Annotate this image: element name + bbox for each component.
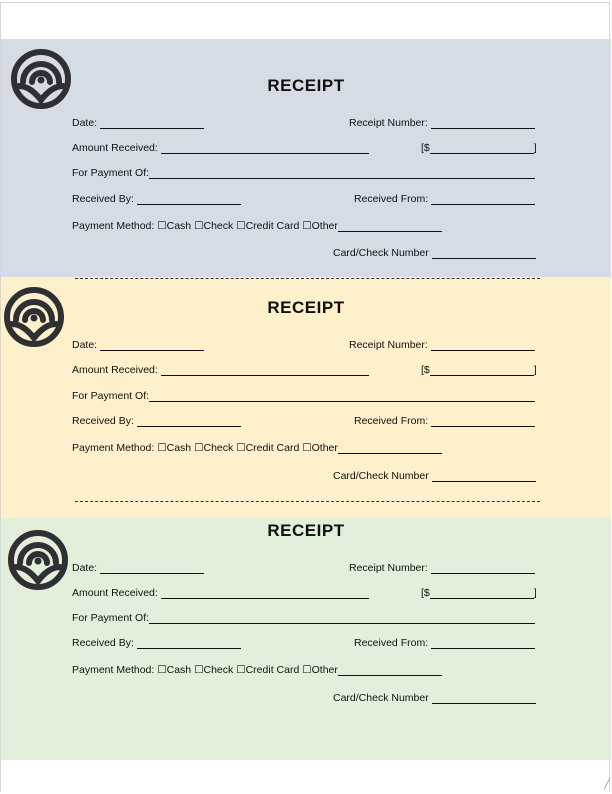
date-line[interactable]	[100, 118, 204, 129]
resize-corner-icon: ╱	[603, 779, 610, 790]
check-checkbox[interactable]: ☐Check	[194, 664, 234, 676]
dollar-suffix: ]	[533, 364, 537, 376]
other-checkbox[interactable]: ☐Other	[302, 220, 338, 232]
receipt-number-field[interactable]	[349, 117, 535, 129]
cash-checkbox[interactable]: ☐Cash	[157, 220, 192, 232]
payment-of-label: For Payment Of:	[72, 167, 150, 179]
cut-line-divider	[75, 501, 540, 502]
received-from-field[interactable]	[354, 637, 535, 649]
dollar-prefix: [$	[421, 364, 430, 376]
payment-method-label: Payment Method:	[72, 220, 155, 232]
date-label: Date:	[72, 562, 98, 574]
payment-of-field[interactable]	[72, 390, 535, 402]
amount-received-line[interactable]	[161, 588, 369, 599]
check-checkbox[interactable]: ☐Check	[194, 442, 234, 454]
card-check-number-line[interactable]	[432, 471, 536, 482]
payment-method-label: Payment Method:	[72, 664, 155, 676]
received-by-field[interactable]	[72, 415, 241, 427]
receipt-number-field[interactable]	[349, 562, 535, 574]
payment-of-field[interactable]	[72, 612, 535, 624]
received-by-label: Received By:	[72, 415, 134, 427]
date-line[interactable]	[100, 563, 204, 574]
receipt-number-line[interactable]	[431, 563, 535, 574]
receipt-number-line[interactable]	[431, 340, 535, 351]
received-by-line[interactable]	[137, 638, 241, 649]
dollar-prefix: [$	[421, 587, 430, 599]
dollar-line[interactable]	[430, 365, 534, 376]
amount-received-line[interactable]	[161, 143, 369, 154]
received-from-field[interactable]	[354, 193, 535, 205]
other-checkbox[interactable]: ☐Other	[302, 664, 338, 676]
amount-received-line[interactable]	[161, 365, 369, 376]
other-line[interactable]	[338, 221, 442, 232]
receipt-band-1	[1, 39, 611, 277]
received-from-line[interactable]	[431, 194, 535, 205]
received-from-line[interactable]	[431, 638, 535, 649]
other-checkbox[interactable]: ☐Other	[302, 442, 338, 454]
dollar-suffix: ]	[533, 142, 537, 154]
date-label: Date:	[72, 339, 98, 351]
received-by-label: Received By:	[72, 193, 134, 205]
received-by-field[interactable]	[72, 193, 241, 205]
payment-of-label: For Payment Of:	[72, 390, 150, 402]
payment-method-label: Payment Method:	[72, 442, 155, 454]
receipt-number-label: Receipt Number:	[349, 117, 428, 129]
credit-card-checkbox[interactable]: ☐Credit Card	[236, 664, 300, 676]
payment-of-label: For Payment Of:	[72, 612, 150, 624]
received-by-field[interactable]	[72, 637, 241, 649]
payment-method-field	[72, 442, 442, 454]
payment-method-field	[72, 220, 442, 232]
received-from-label: Received From:	[354, 637, 429, 649]
date-field[interactable]	[72, 562, 204, 574]
received-from-field[interactable]	[354, 415, 535, 427]
credit-card-checkbox[interactable]: ☐Credit Card	[236, 442, 300, 454]
cash-checkbox[interactable]: ☐Cash	[157, 664, 192, 676]
payment-method-field	[72, 664, 442, 676]
date-field[interactable]	[72, 117, 204, 129]
card-check-number-label: Card/Check Number	[333, 692, 429, 704]
cash-checkbox[interactable]: ☐Cash	[157, 442, 192, 454]
amount-dollar-field[interactable]	[421, 364, 537, 376]
date-field[interactable]	[72, 339, 204, 351]
cut-line-divider	[75, 278, 540, 279]
dollar-line[interactable]	[430, 143, 534, 154]
other-line[interactable]	[338, 443, 442, 454]
card-check-number-field[interactable]	[333, 470, 536, 482]
dollar-line[interactable]	[430, 588, 534, 599]
received-from-label: Received From:	[354, 193, 429, 205]
card-check-number-label: Card/Check Number	[333, 470, 429, 482]
receipt-title: RECEIPT	[267, 298, 345, 317]
card-check-number-line[interactable]	[432, 248, 536, 259]
other-line[interactable]	[338, 665, 442, 676]
amount-dollar-field[interactable]	[421, 587, 537, 599]
date-line[interactable]	[100, 340, 204, 351]
check-checkbox[interactable]: ☐Check	[194, 220, 234, 232]
received-from-line[interactable]	[431, 416, 535, 427]
amount-received-field[interactable]	[72, 587, 369, 599]
card-check-number-label: Card/Check Number	[333, 247, 429, 259]
payment-of-line[interactable]	[149, 168, 535, 179]
received-by-line[interactable]	[137, 194, 241, 205]
card-check-number-field[interactable]	[333, 247, 536, 259]
card-check-number-line[interactable]	[432, 693, 536, 704]
amount-received-label: Amount Received:	[72, 587, 158, 599]
amount-dollar-field[interactable]	[421, 142, 537, 154]
payment-of-line[interactable]	[149, 613, 535, 624]
card-check-number-field[interactable]	[333, 692, 536, 704]
payment-of-line[interactable]	[149, 391, 535, 402]
receipt-title: RECEIPT	[267, 76, 345, 95]
received-by-line[interactable]	[137, 416, 241, 427]
received-by-label: Received By:	[72, 637, 134, 649]
amount-received-field[interactable]	[72, 364, 369, 376]
amount-received-field[interactable]	[72, 142, 369, 154]
credit-card-checkbox[interactable]: ☐Credit Card	[236, 220, 300, 232]
amount-received-label: Amount Received:	[72, 142, 158, 154]
received-from-label: Received From:	[354, 415, 429, 427]
dollar-prefix: [$	[421, 142, 430, 154]
payment-of-field[interactable]	[72, 167, 535, 179]
dollar-suffix: ]	[533, 587, 537, 599]
receipt-number-line[interactable]	[431, 118, 535, 129]
receipt-number-label: Receipt Number:	[349, 562, 428, 574]
receipt-number-field[interactable]	[349, 339, 535, 351]
date-label: Date:	[72, 117, 98, 129]
amount-received-label: Amount Received:	[72, 364, 158, 376]
receipt-number-label: Receipt Number:	[349, 339, 428, 351]
receipt-title: RECEIPT	[267, 521, 345, 540]
